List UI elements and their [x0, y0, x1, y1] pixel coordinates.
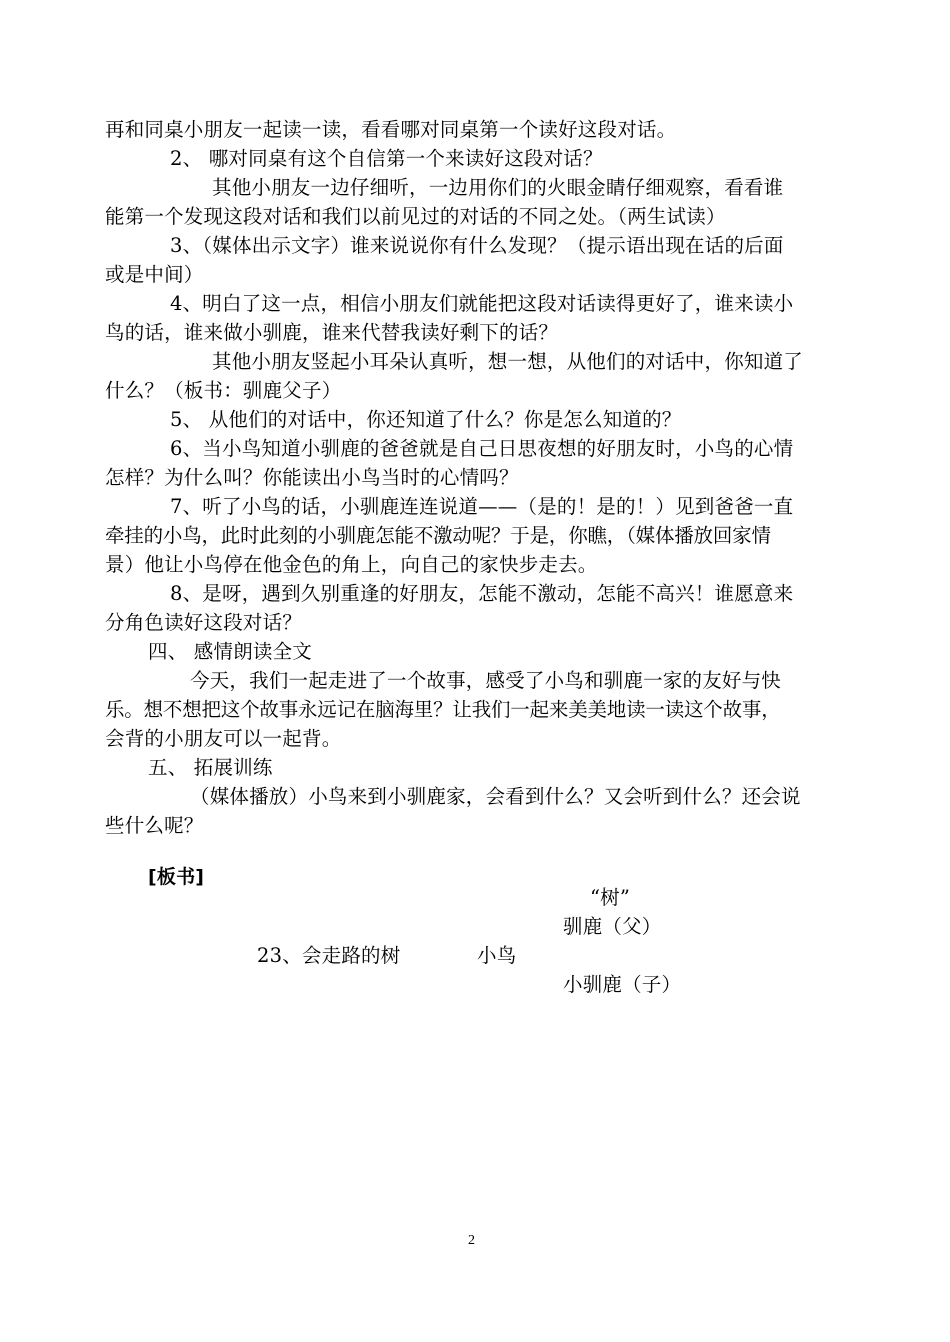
text-line: 4、明白了这一点，相信小朋友们就能把这段对话读得更好了，谁来读小	[170, 292, 794, 315]
text-line: 能第一个发现这段对话和我们以前见过的对话的不同之处。（两生试读）	[105, 205, 726, 228]
text-line: （媒体播放）小鸟来到小驯鹿家，会看到什么？又会听到什么？还会说	[190, 785, 801, 808]
board-title: 23、会走路的树	[257, 944, 401, 967]
board-tree: “树”	[590, 886, 631, 909]
board-heading: [板书]	[148, 866, 205, 888]
text-line: 今天，我们一起走进了一个故事，感受了小鸟和驯鹿一家的友好与快	[190, 669, 782, 692]
text-line: 再和同桌小朋友一起读一读，看看哪对同桌第一个读好这段对话。	[105, 118, 677, 141]
text-line: 怎样？为什么叫？你能读出小鸟当时的心情吗？	[105, 466, 519, 489]
section-heading: 五、 拓展训练	[148, 756, 273, 779]
text-line: 或是中间）	[105, 263, 204, 286]
text-line: 牵挂的小鸟，此时此刻的小驯鹿怎能不激动呢？于是，你瞧，（媒体播放回家情	[105, 524, 771, 547]
text-line: 其他小朋友一边仔细听，一边用你们的火眼金睛仔细观察，看看谁	[212, 176, 784, 199]
text-line: 什么？（板书：驯鹿父子）	[105, 379, 342, 402]
board-son: 小驯鹿（子）	[563, 973, 682, 996]
text-line: 7、听了小鸟的话，小驯鹿连连说道——（是的！是的！）见到爸爸一直	[170, 495, 794, 518]
text-line: 其他小朋友竖起小耳朵认真听，想一想，从他们的对话中，你知道了	[212, 350, 804, 373]
text-line: 鸟的话，谁来做小驯鹿，谁来代替我读好剩下的话？	[105, 321, 559, 344]
text-line: 6、当小鸟知道小驯鹿的爸爸就是自己日思夜想的好朋友时，小鸟的心情	[170, 437, 794, 460]
text-line: 景）他让小鸟停在他金色的角上，向自己的家快步走去。	[105, 553, 598, 576]
page-number: 2	[468, 1233, 475, 1248]
section-heading: 四、 感情朗读全文	[148, 640, 312, 663]
text-line: 5、 从他们的对话中，你还知道了什么？你是怎么知道的？	[170, 408, 682, 431]
text-line: 8、是呀，遇到久别重逢的好朋友，怎能不激动，怎能不高兴！谁愿意来	[170, 582, 794, 605]
text-line: 些什么呢？	[105, 814, 204, 837]
text-line: 3、（媒体出示文字）谁来说说你有什么发现？（提示语出现在话的后面	[170, 234, 784, 257]
board-father: 驯鹿（父）	[563, 915, 662, 938]
board-bird: 小鸟	[477, 944, 517, 967]
text-line: 乐。想不想把这个故事永远记在脑海里？让我们一起来美美地读一读这个故事，	[105, 698, 781, 721]
text-line: 会背的小朋友可以一起背。	[105, 727, 342, 750]
text-line: 2、 哪对同桌有这个自信第一个来读好这段对话？	[170, 147, 603, 170]
text-line: 分角色读好这段对话？	[105, 611, 303, 634]
